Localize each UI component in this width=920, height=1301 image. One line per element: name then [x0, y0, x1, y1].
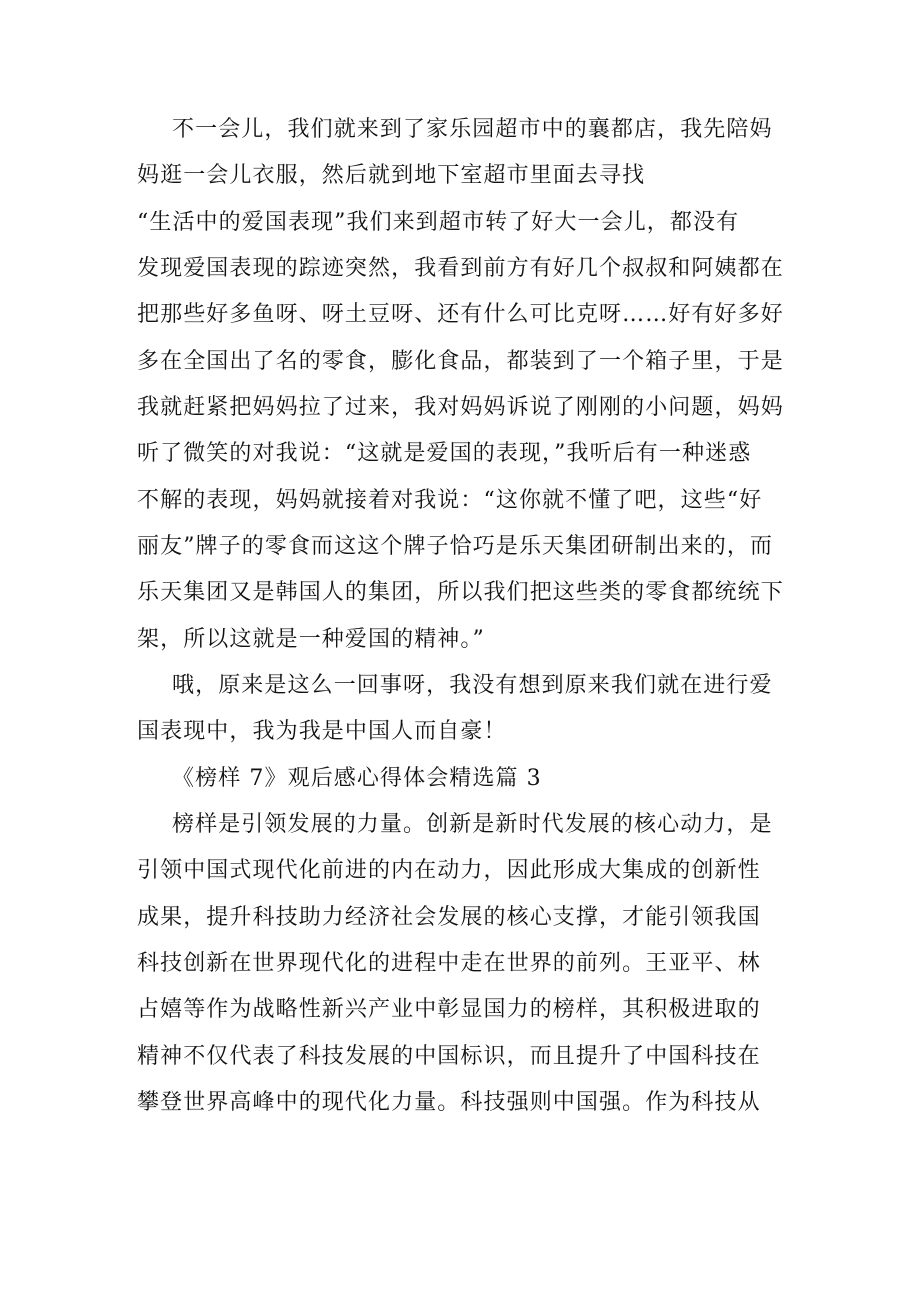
paragraph-1-line-9: 不解的表现，妈妈就接着对我说：“这你就不懂了吧，这些“好	[137, 488, 763, 513]
paragraph-1-line-2: 妈逛一会儿衣服，然后就到地下室超市里面去寻找	[137, 163, 646, 188]
section-heading: 《榜样 7》观后感心得体会精选篇 3	[172, 766, 542, 791]
paragraph-1-line-8: 听了微笑的对我说：“这就是爱国的表现，”我听后有一种迷惑	[137, 441, 752, 466]
paragraph-1-line-5: 把那些好多鱼呀、呀土豆呀、还有什么可比克呀……好有好多好	[137, 302, 784, 327]
paragraph-1-line-7: 我就赶紧把妈妈拉了过来，我对妈妈诉说了刚刚的小问题，妈妈	[137, 395, 784, 420]
paragraph-1-line-4: 发现爱国表现的踪迹突然，我看到前方有好几个叔叔和阿姨都在	[137, 256, 784, 281]
paragraph-1-line-6: 多在全国出了名的零食，膨化食品，都装到了一个箱子里，于是	[137, 349, 784, 374]
paragraph-3-line-5: 占嬉等作为战略性新兴产业中彰显国力的榜样，其积极进取的	[137, 997, 761, 1022]
paragraph-2-line-2: 国表现中，我为我是中国人而自豪！	[137, 719, 507, 744]
paragraph-3-line-4: 科技创新在世界现代化的进程中走在世界的前列。王亚平、林	[137, 951, 761, 976]
paragraph-3-line-7: 攀登世界高峰中的现代化力量。科技强则中国强。作为科技从	[137, 1090, 761, 1115]
paragraph-1-line-11: 乐天集团又是韩国人的集团，所以我们把这些类的零食都统统下	[137, 580, 784, 605]
paragraph-2-line-1: 哦，原来是这么一回事呀，我没有想到原来我们就在进行爱	[172, 673, 773, 698]
paragraph-1-line-1: 不一会儿，我们就来到了家乐园超市中的襄都店，我先陪妈	[172, 117, 773, 142]
paragraph-3-line-2: 引领中国式现代化前进的内在动力，因此形成大集成的创新性	[137, 858, 761, 883]
paragraph-3-line-3: 成果，提升科技助力经济社会发展的核心支撑，才能引领我国	[137, 905, 761, 930]
paragraph-1-line-10: 丽友”牌子的零食而这这个牌子恰巧是乐天集团研制出来的，而	[137, 534, 774, 559]
paragraph-1-line-12: 架，所以这就是一种爱国的精神。”	[137, 627, 485, 652]
paragraph-1-line-3: “生活中的爱国表现”我们来到超市转了好大一会儿，都没有	[137, 210, 740, 235]
paragraph-3-line-6: 精神不仅代表了科技发展的中国标识，而且提升了中国科技在	[137, 1044, 761, 1069]
paragraph-3-line-1: 榜样是引领发展的力量。创新是新时代发展的核心动力，是	[172, 812, 773, 837]
